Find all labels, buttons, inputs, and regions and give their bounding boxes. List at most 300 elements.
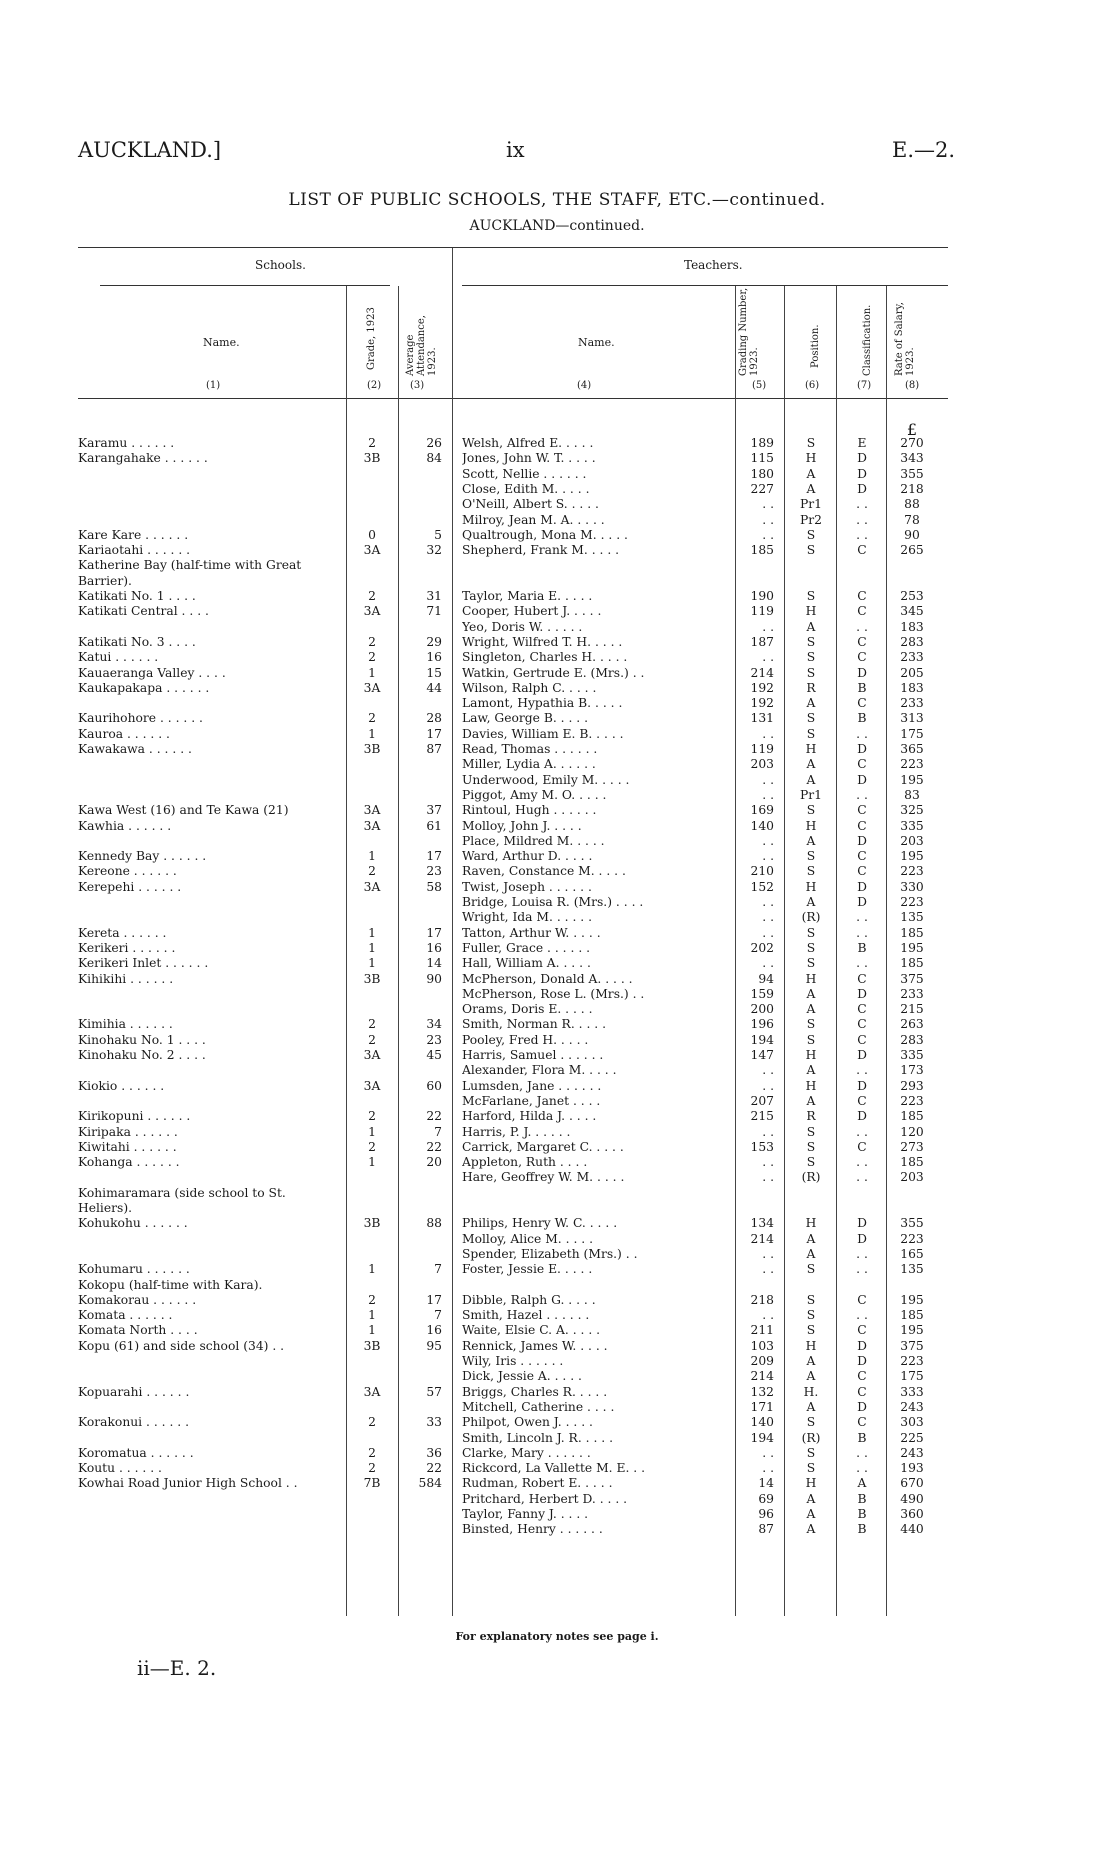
col-num-5: (5)	[752, 380, 767, 391]
attendance: 90	[426, 971, 442, 986]
teacher-name: Shepherd, Frank M. . . . .	[462, 543, 620, 558]
teacher-name: Pooley, Fred H. . . . .	[462, 1032, 589, 1047]
salary: 185	[900, 1155, 924, 1170]
classification: C	[857, 1384, 867, 1399]
table-row	[0, 941, 1114, 957]
classification: . .	[856, 1155, 868, 1170]
classification: . .	[856, 1308, 868, 1323]
classification: . .	[856, 787, 868, 802]
table-row	[0, 895, 1114, 911]
salary: 335	[900, 1048, 924, 1062]
classification: C	[857, 1415, 867, 1430]
grading-number: 194	[750, 1032, 774, 1047]
position: (R)	[801, 910, 821, 925]
grading-number: . .	[762, 956, 774, 971]
position: S	[806, 726, 816, 741]
position: S	[806, 1445, 816, 1460]
grading-number: 210	[750, 864, 774, 879]
table-row	[0, 1063, 1114, 1079]
teacher-name: Watkin, Gertrude E. (Mrs.) . .	[462, 665, 645, 680]
position: S	[806, 650, 816, 665]
school-name: Kiwitahi . . . . . .	[78, 1139, 177, 1154]
table-row	[0, 1293, 1114, 1309]
teacher-name: Rudman, Robert E. . . . .	[462, 1476, 613, 1491]
grading-number: . .	[762, 619, 774, 634]
table-row	[0, 972, 1114, 988]
classification: C	[857, 757, 867, 772]
salary: 670	[900, 1476, 924, 1491]
position: H.	[803, 1384, 819, 1399]
grading-number: . .	[762, 1170, 774, 1185]
salary: 223	[900, 1093, 924, 1108]
salary: 365	[900, 742, 924, 756]
grade: 3B	[363, 971, 381, 986]
classification: C	[857, 1323, 867, 1338]
teacher-name: Carrick, Margaret C. . . . .	[462, 1139, 624, 1154]
classification: . .	[856, 1445, 868, 1460]
classification: C	[857, 1032, 867, 1047]
grading-number: . .	[762, 527, 774, 542]
classification: . .	[856, 1246, 868, 1261]
teacher-name: Ward, Arthur D. . . . .	[462, 849, 593, 864]
table-row	[0, 589, 1114, 605]
col-position: Position.	[810, 324, 821, 368]
grading-number: . .	[762, 1461, 774, 1476]
grading-number: 214	[750, 665, 774, 680]
teacher-name: Philips, Henry W. C. . . . .	[462, 1216, 618, 1231]
grading-number: 196	[750, 1017, 774, 1032]
position: S	[806, 1124, 816, 1139]
classification: D	[857, 1078, 867, 1093]
attendance: 17	[426, 726, 442, 741]
grading-number: 134	[750, 1216, 774, 1231]
grading-number: 153	[750, 1139, 774, 1154]
table-row	[0, 711, 1114, 727]
table-row	[0, 834, 1114, 850]
school-name: Kariaotahi . . . . . .	[78, 543, 191, 558]
attendance: 22	[426, 1139, 442, 1154]
teacher-name: Singleton, Charles H. . . . .	[462, 650, 628, 665]
school-name: Karangahake . . . . . .	[78, 451, 208, 466]
salary: 78	[904, 512, 920, 527]
teacher-name: Cooper, Hubert J. . . . .	[462, 604, 602, 619]
teacher-name: Molloy, Alice M. . . . .	[462, 1231, 593, 1246]
table-row	[0, 451, 1114, 467]
grading-number: 96	[758, 1507, 774, 1521]
position: A	[806, 1369, 816, 1384]
table-row	[0, 1431, 1114, 1447]
classification: . .	[856, 1170, 868, 1185]
teacher-name: Smith, Hazel . . . . . .	[462, 1308, 590, 1323]
table-row	[0, 864, 1114, 880]
table-row	[0, 1002, 1114, 1018]
grading-number: 103	[750, 1338, 774, 1353]
teacher-name: Qualtrough, Mona M. . . . .	[462, 527, 628, 542]
salary: 253	[900, 589, 924, 603]
teacher-name: Fuller, Grace . . . . . .	[462, 940, 591, 955]
grading-number: 192	[750, 696, 774, 711]
grading-number: . .	[762, 512, 774, 527]
teacher-name: Davies, William E. B. . . . .	[462, 726, 624, 741]
teacher-name: Harris, Samuel . . . . . .	[462, 1048, 604, 1062]
teacher-name: Yeo, Doris W. . . . . .	[462, 619, 583, 634]
attendance: 17	[426, 849, 442, 864]
attendance: 5	[434, 527, 442, 542]
teacher-name: Briggs, Charles R. . . . .	[462, 1384, 608, 1399]
table-row	[0, 666, 1114, 682]
grading-number: . .	[762, 497, 774, 512]
attendance: 32	[426, 543, 442, 558]
table-row	[0, 650, 1114, 666]
salary: 215	[900, 1002, 924, 1017]
position: A	[806, 986, 816, 1001]
teacher-name: Welsh, Alfred E. . . . .	[462, 436, 594, 450]
salary: 223	[900, 864, 924, 879]
school-name: Kawa West (16) and Te Kawa (21)	[78, 803, 289, 818]
table-row	[0, 1140, 1114, 1156]
teacher-name: Alexander, Flora M. . . . .	[462, 1063, 617, 1078]
table-row	[0, 1400, 1114, 1416]
grading-number: 189	[750, 436, 774, 450]
grading-number: 180	[750, 466, 774, 481]
salary: 83	[904, 787, 920, 802]
salary: 375	[900, 971, 924, 986]
grade: 1	[368, 849, 376, 864]
salary: 273	[900, 1139, 924, 1154]
grading-number: . .	[762, 1078, 774, 1093]
grade: 1	[368, 1308, 376, 1323]
position: (R)	[801, 1430, 821, 1445]
school-name: Kereone . . . . . .	[78, 864, 177, 879]
grading-number: 147	[750, 1048, 774, 1062]
classification: C	[857, 864, 867, 879]
footnote: For explanatory notes see page i.	[455, 1630, 659, 1643]
position: A	[806, 481, 816, 496]
school-name: Kowhai Road Junior High School . .	[78, 1476, 298, 1491]
classification: B	[857, 1522, 867, 1537]
table-row	[0, 1522, 1114, 1538]
table-row	[0, 1278, 1114, 1294]
teacher-name: Miller, Lydia A. . . . . .	[462, 757, 596, 772]
grading-number: . .	[762, 910, 774, 925]
classification: D	[857, 466, 867, 481]
classification: . .	[856, 1461, 868, 1476]
grade: 3A	[363, 818, 381, 833]
grade: 3A	[363, 1078, 381, 1093]
grading-number: 185	[750, 543, 774, 558]
group-schools: Schools.	[255, 258, 306, 272]
school-name: Katikati No. 3 . . . .	[78, 634, 196, 649]
salary: 88	[904, 497, 920, 512]
salary: 335	[900, 818, 924, 833]
teacher-name: Scott, Nellie . . . . . .	[462, 466, 587, 481]
classification: D	[857, 986, 867, 1001]
classification: . .	[856, 1124, 868, 1139]
grade: 3A	[363, 1048, 381, 1062]
table-row	[0, 1339, 1114, 1355]
grade: 1	[368, 1155, 376, 1170]
table-row	[0, 1354, 1114, 1370]
school-name: Kohanga . . . . . .	[78, 1155, 180, 1170]
salary: 223	[900, 1354, 924, 1368]
teacher-name: Hall, William A. . . . .	[462, 956, 591, 971]
table-row	[0, 1155, 1114, 1171]
salary: 233	[900, 650, 924, 665]
grade: 3B	[363, 1216, 381, 1231]
grading-number: . .	[762, 772, 774, 787]
grading-number: 115	[750, 451, 774, 466]
table-row	[0, 482, 1114, 498]
table-row	[0, 620, 1114, 636]
salary: 90	[904, 527, 920, 542]
position: A	[806, 696, 816, 711]
teacher-name: Lamont, Hypathia B. . . . .	[462, 696, 623, 711]
salary: 135	[900, 1262, 924, 1277]
classification: C	[857, 803, 867, 818]
classification: E	[857, 436, 867, 450]
classification: C	[857, 1369, 867, 1384]
position: R	[806, 680, 816, 695]
attendance: 71	[426, 604, 442, 619]
teacher-name: Harford, Hilda J. . . . .	[462, 1109, 597, 1124]
attendance: 16	[426, 940, 442, 955]
attendance: 26	[426, 436, 442, 450]
school-name: Kimihia . . . . . .	[78, 1017, 173, 1032]
table-row	[0, 788, 1114, 804]
teacher-name: Wilson, Ralph C. . . . .	[462, 680, 597, 695]
grading-number: 218	[750, 1292, 774, 1307]
position: A	[806, 1063, 816, 1078]
salary: 195	[900, 1292, 924, 1307]
salary: 203	[900, 1170, 924, 1185]
table-row	[0, 926, 1114, 942]
teacher-name: Tatton, Arthur W. . . . .	[462, 925, 601, 940]
attendance: 61	[426, 818, 442, 833]
table-row	[0, 757, 1114, 773]
table-row	[0, 1079, 1114, 1095]
teacher-name: Underwood, Emily M. . . . .	[462, 772, 630, 787]
school-name: Korakonui . . . . . .	[78, 1415, 190, 1430]
classification: A	[857, 1476, 867, 1491]
salary: 223	[900, 757, 924, 772]
grading-number: . .	[762, 1262, 774, 1277]
table-row	[0, 1048, 1114, 1064]
grade: 1	[368, 1124, 376, 1139]
position: S	[806, 634, 816, 649]
header-page-number: ix	[506, 138, 525, 162]
grade: 2	[368, 1292, 376, 1307]
grading-number: 187	[750, 634, 774, 649]
grade: 1	[368, 665, 376, 680]
school-name: Kawakawa . . . . . .	[78, 742, 192, 756]
col-attendance: Average Attendance, 1923.	[405, 315, 438, 376]
salary: 355	[900, 466, 924, 481]
teacher-name: Waite, Elsie C. A. . . . .	[462, 1323, 601, 1338]
position: A	[806, 1246, 816, 1261]
teacher-name: Mitchell, Catherine . . . .	[462, 1399, 615, 1414]
grade: 1	[368, 1323, 376, 1338]
classification: B	[857, 1507, 867, 1521]
table-row	[0, 1247, 1114, 1263]
teacher-name: Raven, Constance M. . . . .	[462, 864, 626, 879]
teacher-name: Spender, Elizabeth (Mrs.) . .	[462, 1246, 638, 1261]
salary: 265	[900, 543, 924, 558]
table-row	[0, 558, 1114, 588]
teacher-name: Rintoul, Hugh . . . . . .	[462, 803, 597, 818]
salary: 343	[900, 451, 924, 466]
grading-number: 215	[750, 1109, 774, 1124]
salary: 375	[900, 1338, 924, 1353]
position: S	[806, 1139, 816, 1154]
position: Pr2	[800, 512, 822, 527]
grading-number: . .	[762, 1246, 774, 1261]
attendance: 16	[426, 1323, 442, 1338]
table-row	[0, 1262, 1114, 1278]
col-classification: Classification.	[862, 304, 873, 376]
position: S	[806, 925, 816, 940]
position: H	[805, 1476, 817, 1491]
attendance: 37	[426, 803, 442, 818]
grading-number: . .	[762, 650, 774, 665]
table-row	[0, 956, 1114, 972]
grading-number: 171	[750, 1399, 774, 1414]
attendance: 88	[426, 1216, 442, 1231]
table-row	[0, 1109, 1114, 1125]
table-row	[0, 1323, 1114, 1339]
grading-number: 200	[750, 1002, 774, 1017]
col-grade: Grade, 1923	[366, 307, 377, 370]
classification: . .	[856, 619, 868, 634]
attendance: 87	[426, 742, 442, 756]
col-num-6: (6)	[805, 380, 820, 391]
grading-number: 159	[750, 986, 774, 1001]
position: S	[806, 1292, 816, 1307]
grade: 3A	[363, 803, 381, 818]
position: A	[806, 1002, 816, 1017]
position: H	[805, 971, 817, 986]
salary: 185	[900, 956, 924, 971]
grading-number: 203	[750, 757, 774, 772]
salary: 175	[900, 1369, 924, 1384]
position: R	[806, 1109, 816, 1124]
table-row	[0, 742, 1114, 758]
table-row	[0, 1185, 1114, 1215]
teacher-name: McPherson, Rose L. (Mrs.) . .	[462, 986, 645, 1001]
classification: D	[857, 1048, 867, 1062]
position: S	[806, 1323, 816, 1338]
table-row	[0, 1369, 1114, 1385]
school-name: Katikati Central . . . .	[78, 604, 209, 619]
grading-number: . .	[762, 1063, 774, 1078]
grading-number: 132	[750, 1384, 774, 1399]
teacher-name: Appleton, Ruth . . . .	[462, 1155, 588, 1170]
salary: 233	[900, 696, 924, 711]
grading-number: . .	[762, 1124, 774, 1139]
school-name: Katherine Bay (half-time with Great Barrier).	[78, 558, 302, 588]
grading-number: . .	[762, 849, 774, 864]
salary: 183	[900, 619, 924, 634]
school-name: Katikati No. 1 . . . .	[78, 589, 196, 603]
school-name: Katui . . . . . .	[78, 650, 159, 665]
salary: 165	[900, 1246, 924, 1261]
salary: 173	[900, 1063, 924, 1078]
teacher-name: Read, Thomas . . . . . .	[462, 742, 598, 756]
grade: 2	[368, 1415, 376, 1430]
attendance: 7	[434, 1124, 442, 1139]
attendance: 23	[426, 864, 442, 879]
salary: 120	[900, 1124, 924, 1139]
salary: 193	[900, 1461, 924, 1476]
classification: C	[857, 589, 867, 603]
grading-number: 69	[758, 1491, 774, 1506]
attendance: 17	[426, 1292, 442, 1307]
grade: 3A	[363, 680, 381, 695]
grading-number: 194	[750, 1430, 774, 1445]
position: S	[806, 436, 816, 450]
grade: 1	[368, 1262, 376, 1277]
attendance: 84	[426, 451, 442, 466]
salary: 263	[900, 1017, 924, 1032]
classification: C	[857, 971, 867, 986]
position: A	[806, 1507, 816, 1521]
position: H	[805, 1048, 817, 1062]
grading-number: 211	[750, 1323, 774, 1338]
salary: 270	[900, 436, 924, 450]
table-row	[0, 803, 1114, 819]
attendance: 29	[426, 634, 442, 649]
grading-number: 227	[750, 481, 774, 496]
position: H	[805, 1216, 817, 1231]
salary: 333	[900, 1384, 924, 1399]
classification: . .	[856, 497, 868, 512]
grading-number: 119	[750, 604, 774, 619]
school-name: Kopu (61) and side school (34) . .	[78, 1338, 285, 1353]
printer-signature: ii—E. 2.	[137, 1656, 217, 1680]
classification: B	[857, 680, 867, 695]
school-name: Komakorau . . . . . .	[78, 1292, 197, 1307]
col-num-1: (1)	[206, 380, 221, 391]
teacher-name: Wright, Wilfred T. H. . . . .	[462, 634, 623, 649]
table-row	[0, 849, 1114, 865]
salary: 223	[900, 895, 924, 909]
grading-number: 119	[750, 742, 774, 756]
classification: C	[857, 1002, 867, 1017]
grade: 1	[368, 726, 376, 741]
classification: C	[857, 604, 867, 619]
school-name: Kawhia . . . . . .	[78, 818, 172, 833]
salary: 293	[900, 1078, 924, 1093]
salary: 175	[900, 726, 924, 741]
teacher-name: Jones, John W. T. . . . .	[462, 451, 596, 466]
teacher-name: Dick, Jessie A. . . . .	[462, 1369, 582, 1384]
position: Pr1	[800, 497, 822, 512]
grade: 2	[368, 711, 376, 726]
teacher-name: Place, Mildred M. . . . .	[462, 833, 605, 848]
col-teacher-name: Name.	[578, 336, 615, 349]
school-name: Kirikopuni . . . . . .	[78, 1109, 191, 1124]
salary: 195	[900, 1323, 924, 1338]
attendance: 95	[426, 1338, 442, 1353]
attendance: 22	[426, 1461, 442, 1476]
classification: D	[857, 481, 867, 496]
attendance: 16	[426, 650, 442, 665]
teacher-name: Bridge, Louisa R. (Mrs.) . . . .	[462, 895, 644, 909]
attendance: 14	[426, 956, 442, 971]
salary: 330	[900, 879, 924, 894]
table-row	[0, 604, 1114, 620]
teacher-name: Hare, Geoffrey W. M. . . . .	[462, 1170, 625, 1185]
table-row	[0, 727, 1114, 743]
